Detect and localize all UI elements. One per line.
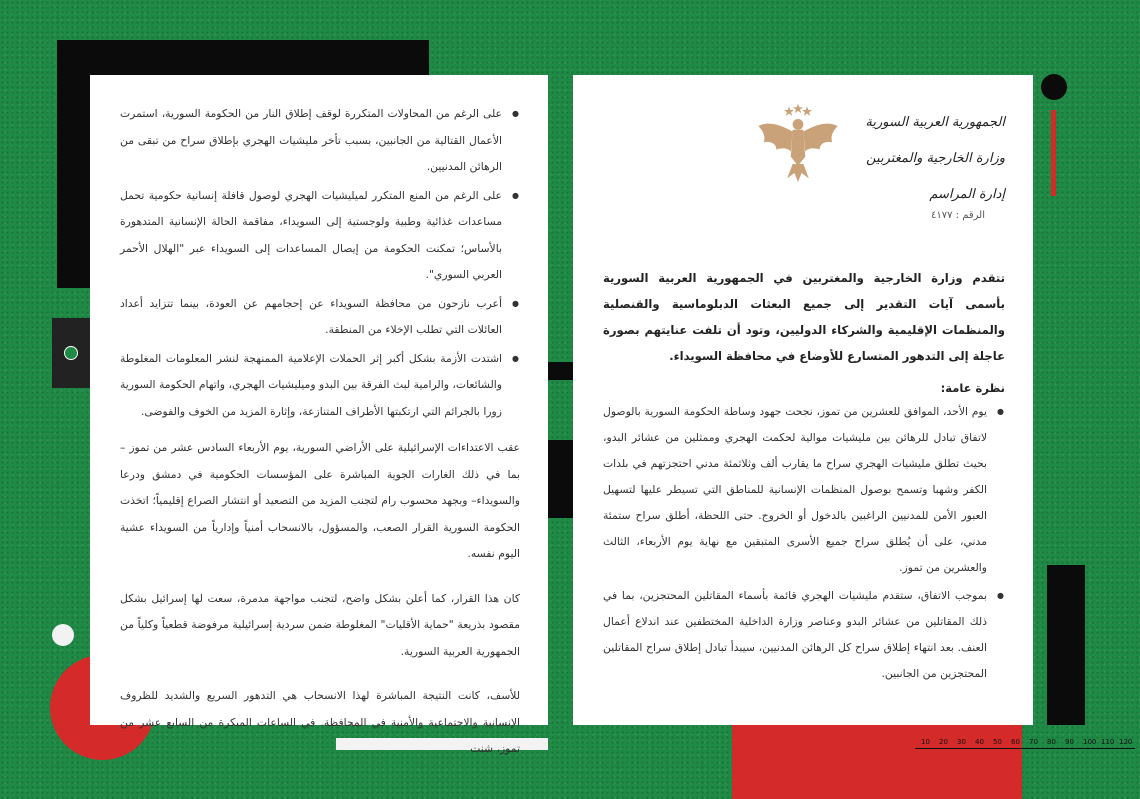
right-bullet-list xyxy=(603,399,1005,687)
letterhead-ministry: وزارة الخارجية والمغتربين xyxy=(866,151,1005,166)
red-line-right xyxy=(1051,110,1056,196)
list-item: ● على الرغم من المنع المتكرر لميليشيات الهجري لوصول قافلة إنسانية حكومية تحمل مساعدات غذائية وطبية ولوجستية إلى السويداء، مفاقمة الحالة الإنسانية المتدهورة بالأساس؛ تمكنت الحكومة من إيصال المساعدات إلى السويداء عبر "الهلال الأحمر العربي السوري". xyxy=(120,183,502,289)
ruler-tick: 80 xyxy=(1047,738,1056,746)
document-page-1 xyxy=(573,75,1033,725)
eagle-emblem-icon xyxy=(753,101,843,191)
green-dot-left xyxy=(64,346,78,360)
list-item: ● يوم الأحد، الموافق للعشرين من تموز، نجحت جهود وساطة الحكومة السورية بالوصول لاتفاق تبادل للرهائن بين مليشيات موالية لحكمت الهجري وممثلين من عشائر البدو، بحيث تطلق مليشيات الهجري سراح ما يقارب ألف وثلاثمئة مدني احتجزتهم في بلدات الكفر وشهبا وتسمح بوصول المنظمات الإنسانية للمناطق التي تسيطر عليها لتسهيل العبور الأمن للمدنيين الراغبين بالدخول أو الخروج. حتى اللحظة، أطلق سراح ستمئة مدني، على أن يُطلق سراح جميع الأسرى المتبقين مع نهاية يوم الأربعاء، الثالث والعشرين من تموز. xyxy=(603,399,987,581)
ruler-tick: 120 xyxy=(1119,738,1133,746)
ruler-tick: 40 xyxy=(975,738,984,746)
document-page-2 xyxy=(90,75,548,755)
letterhead-text xyxy=(865,105,1005,213)
ruler-tick: 90 xyxy=(1065,738,1074,746)
list-item: ● أعرب نازحون من محافظة السويداء عن إحجامهم عن العودة، بينما تتزايد أعداد العائلات التي تطلب الإخلاء من المنطقة. xyxy=(120,291,502,344)
ruler-tick: 10 xyxy=(921,738,930,746)
intro-paragraph: تتقدم وزارة الخارجية والمغتربين في الجمهورية العربية السورية بأسمى آيات التقدير إلى جميع البعثات الدبلوماسية والقنصلية والمنظمات الإقليمية والشركاء الدوليين، وتود أن تلفت عنايتهم بصورة عاجلة إلى التدهور المتسارع للأوضاع في محافظة السويداء. xyxy=(603,271,1005,363)
measurement-ruler xyxy=(915,738,1135,760)
letterhead-department: إدارة المراسم xyxy=(929,187,1005,202)
paragraph: عقب الاعتداءات الإسرائيلية على الأراضي السورية، يوم الأربعاء السادس عشر من تموز – بما في ذلك الغارات الجوية المباشرة على المؤسسات الحكومية في دمشق ودرعا والسويداء– وبجهد محسوب رام لتجنب المزيد من التصعيد أو انتشار الصراع إقليمياً؛ اتخذت الحكومة السورية القرار الصعب، والمسؤول، بالانسحاب أمنياً وإدارياً من السويداء عشية اليوم نفسه. xyxy=(120,441,520,560)
black-bar-right xyxy=(1047,565,1085,725)
ruler-tick: 60 xyxy=(1011,738,1020,746)
letterhead-republic: الجمهورية العربية السورية xyxy=(865,115,1005,130)
ruler-tick: 30 xyxy=(957,738,966,746)
ruler-tick: 70 xyxy=(1029,738,1038,746)
list-item: ● اشتدت الأزمة بشكل أكبر إثر الحملات الإعلامية الممنهجة لنشر المعلومات المغلوطة والشائعات، والرامية لبث الفرقة بين البدو وميليشيات الهجري، واتهام الحكومة السورية زورا بالجرائم التي ارتكبتها الأطراف المتنازعة، وإثارة المزيد من الخوف والفوضى. xyxy=(120,346,502,426)
list-item: ● بموجب الاتفاق، ستقدم مليشيات الهجري قائمة بأسماء المقاتلين المحتجزين، بما في ذلك المقاتلين من عشائر البدو وعناصر وزارة الداخلية المختطفين عند اندلاع أعمال العنف. بعد انتهاء إطلاق سراح كل الرهائن المدنيين، سيبدأ تبادل إطلاق سراح المقاتلين المحتجزين من الجانبين. xyxy=(603,583,987,687)
black-dot-right xyxy=(1041,74,1067,100)
paragraph: كان هذا القرار، كما أعلن بشكل واضح، لتجنب مواجهة مدمرة، سعت لها إسرائيل بشكل مقصود بذريعة "حماية الأقليات" المغلوطة ضمن سردية إسرائيلية مرفوضة قطعياً وكلياً من الجمهورية العربية السورية. xyxy=(120,591,520,658)
ruler-line xyxy=(915,748,1135,749)
ruler-tick: 100 xyxy=(1083,738,1097,746)
left-bullet-list xyxy=(120,101,520,425)
ruler-tick: 20 xyxy=(939,738,948,746)
ruler-tick: 50 xyxy=(993,738,1002,746)
list-item: ● على الرغم من المحاولات المتكررة لوقف إطلاق النار من الحكومة السورية، استمرت الأعمال القتالية من الجانبين، بسبب تأخر مليشيات الهجري بإطلاق سراح من تبقى من الرهائن المدنيين. xyxy=(120,101,502,181)
paragraph: للأسف، كانت النتيجة المباشرة لهذا الانسحاب هي التدهور السريع والشديد للظروف الإنسانية والاجتماعية والأمنية في المحافظة. في الساعات المبكرة من السابع عشر من تموز، شنت xyxy=(120,689,520,755)
section-title: نظرة عامة: xyxy=(940,381,1005,395)
reference-number: الرقم : ٤١٧٧ xyxy=(931,210,985,221)
ruler-tick: 110 xyxy=(1101,738,1115,746)
white-circle-left xyxy=(52,624,74,646)
